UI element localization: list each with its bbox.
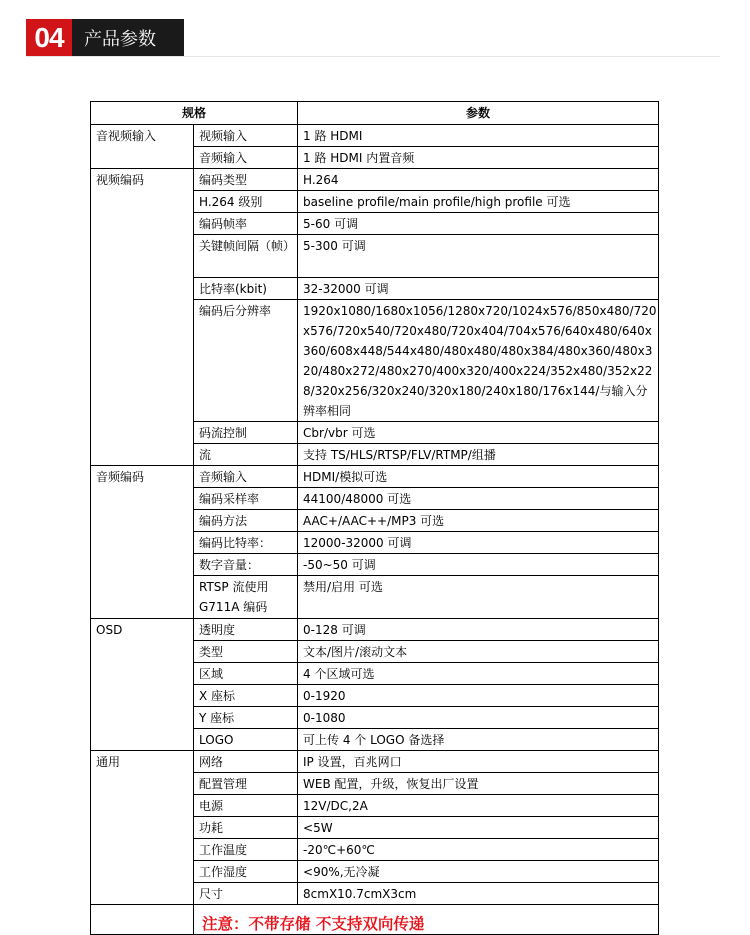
spec-value-cell: <90%,无冷凝	[298, 861, 659, 883]
spec-name-cell: Y 座标	[194, 707, 298, 729]
spec-value-cell: 8cmX10.7cmX3cm	[298, 883, 659, 905]
category-cell: 音频编码	[91, 466, 194, 619]
spec-value-cell: -20℃+60℃	[298, 839, 659, 861]
spec-name-cell: RTSP 流使用 G711A 编码	[194, 576, 298, 619]
spec-value-cell: 44100/48000 可选	[298, 488, 659, 510]
spec-value-cell: 禁用/启用 可选	[298, 576, 659, 619]
section-title: 产品参数	[72, 19, 184, 57]
spec-name-cell: X 座标	[194, 685, 298, 707]
spec-value-cell: 0-128 可调	[298, 619, 659, 641]
category-cell: 视频编码	[91, 169, 194, 466]
spec-value-cell: <5W	[298, 817, 659, 839]
spec-name-cell: 功耗	[194, 817, 298, 839]
spec-name-cell: 编码后分辨率	[194, 300, 298, 422]
notice-text: 注意：不带存储 不支持双向传递	[202, 915, 425, 933]
spec-table-body	[91, 125, 659, 935]
section-number: 04	[26, 19, 72, 57]
spec-value-cell: WEB 配置，升级，恢复出厂设置	[298, 773, 659, 795]
note-row	[91, 905, 659, 935]
spec-name-cell: 编码方法	[194, 510, 298, 532]
spec-name-cell: 流	[194, 444, 298, 466]
table-row	[91, 619, 659, 641]
spec-value-cell: IP 设置，百兆网口	[298, 751, 659, 773]
spec-value-cell: 32-32000 可调	[298, 278, 659, 300]
category-cell: OSD	[91, 619, 194, 751]
spec-name-cell: LOGO	[194, 729, 298, 751]
spec-name-cell: 类型	[194, 641, 298, 663]
category-cell: 通用	[91, 751, 194, 905]
spec-value-cell: AAC+/AAC++/MP3 可选	[298, 510, 659, 532]
spec-value-cell: baseline profile/main profile/high profile 可选	[298, 191, 659, 213]
spec-value-cell: 4 个区域可选	[298, 663, 659, 685]
spec-name-cell: 数字音量：	[194, 554, 298, 576]
spec-name-cell: 尺寸	[194, 883, 298, 905]
spec-name-cell: 比特率(kbit)	[194, 278, 298, 300]
spec-name-cell: 音频输入	[194, 466, 298, 488]
spec-name-cell: 编码采样率	[194, 488, 298, 510]
spec-name-cell: 视频输入	[194, 125, 298, 147]
spec-value-cell: HDMI/模拟可选	[298, 466, 659, 488]
spec-name-cell: 编码帧率	[194, 213, 298, 235]
spec-value-cell: 可上传 4 个 LOGO 备选择	[298, 729, 659, 751]
spec-name-cell: 音频输入	[194, 147, 298, 169]
spec-name-cell: 工作温度	[194, 839, 298, 861]
spec-value-cell: 12V/DC,2A	[298, 795, 659, 817]
spec-name-cell: 配置管理	[194, 773, 298, 795]
spec-value-cell: 12000-32000 可调	[298, 532, 659, 554]
section-header	[26, 19, 184, 57]
table-row	[91, 466, 659, 488]
spec-value-cell: 5-300 可调	[298, 235, 659, 278]
table-header-row	[91, 102, 659, 125]
category-cell: 音视频输入	[91, 125, 194, 169]
spec-value-cell: 0-1080	[298, 707, 659, 729]
table-row	[91, 169, 659, 191]
spec-name-cell: 码流控制	[194, 422, 298, 444]
spec-name-cell: 透明度	[194, 619, 298, 641]
spec-name-cell: 编码类型	[194, 169, 298, 191]
spec-name-cell: 网络	[194, 751, 298, 773]
spec-value-cell: 支持 TS/HLS/RTSP/FLV/RTMP/组播	[298, 444, 659, 466]
spec-name-cell: 工作湿度	[194, 861, 298, 883]
spec-name-cell: H.264 级别	[194, 191, 298, 213]
spec-value-cell: 1 路 HDMI 内置音频	[298, 147, 659, 169]
spec-value-cell: Cbr/vbr 可选	[298, 422, 659, 444]
note-empty-cell	[91, 905, 194, 935]
spec-value-cell: H.264	[298, 169, 659, 191]
spec-value-cell: 0-1920	[298, 685, 659, 707]
note-cell	[194, 905, 659, 935]
header-spec: 规格	[91, 102, 298, 125]
table-row	[91, 751, 659, 773]
header-params: 参数	[298, 102, 659, 125]
table-row	[91, 125, 659, 147]
spec-value-cell: -50~50 可调	[298, 554, 659, 576]
spec-name-cell: 区域	[194, 663, 298, 685]
header-divider	[26, 56, 720, 57]
spec-table	[90, 101, 659, 935]
spec-value-cell: 5-60 可调	[298, 213, 659, 235]
spec-value-cell: 文本/图片/滚动文本	[298, 641, 659, 663]
spec-value-cell: 1 路 HDMI	[298, 125, 659, 147]
spec-name-cell: 关键帧间隔（帧）	[194, 235, 298, 278]
spec-name-cell: 编码比特率：	[194, 532, 298, 554]
spec-value-cell: 1920x1080/1680x1056/1280x720/1024x576/850x480/720x576/720x540/720x480/720x404/704x576/640x480/640x360/608x448/544x480/480x480/480x384/480x360/480x320/480x272/480x270/400x320/400x224/352x480/352x228/320x256/320x240/320x180/240x180/176x144/与输入分辨率相同	[298, 300, 659, 422]
spec-name-cell: 电源	[194, 795, 298, 817]
